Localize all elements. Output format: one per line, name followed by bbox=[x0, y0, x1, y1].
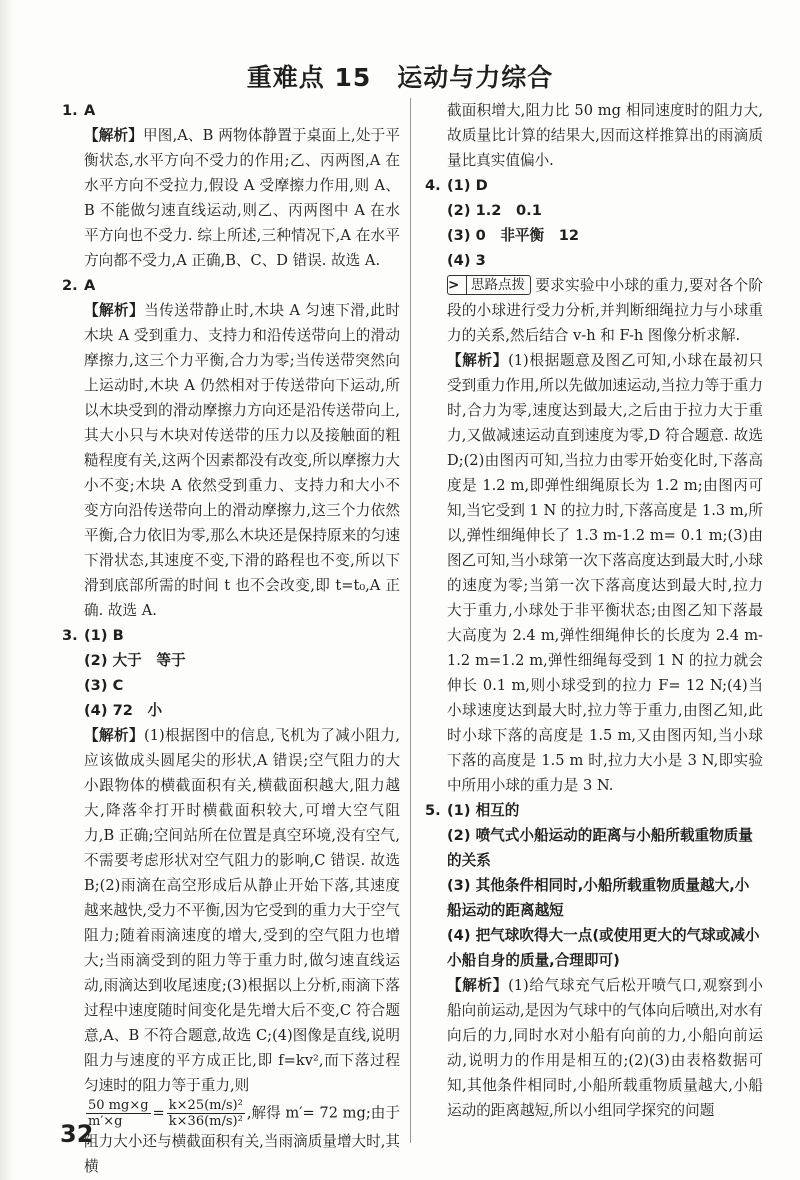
sub-answer-4: (4) 72 小 bbox=[84, 702, 163, 719]
answer: A bbox=[84, 277, 96, 294]
sub-answer-1: (1) 相互的 bbox=[447, 802, 520, 819]
question-number: 5. bbox=[425, 802, 441, 819]
analysis-2 bbox=[62, 298, 400, 623]
sub-answer-4: (4) 把气球吹得大一点(或使用更大的气球或减小小船自身的质量,合理即可) bbox=[447, 927, 760, 969]
sub-answer-4: (4) 3 bbox=[447, 252, 486, 269]
analysis-tag: 【解析】 bbox=[84, 727, 145, 744]
question-4 bbox=[425, 173, 763, 198]
analysis-text: (1)给气球充气后松开喷气口,观察到小船向前运动,是因为气球中的气体向后喷出,对水有向后的力,同时水对小船有向前的力,小船向前运动,说明力的作用是相互的;(2)(3)由表格数据可知,其他条件相同时,小船所载重物质量越大,小船运动的距离越短,所以小组同学探究的问题 bbox=[447, 977, 763, 1119]
page-edge-shadow bbox=[0, 0, 14, 1180]
sub-answer-2: (2) 大于 等于 bbox=[84, 652, 186, 669]
fraction-denominator: m′×g bbox=[88, 1114, 123, 1129]
right-column bbox=[425, 98, 763, 1123]
page-number: 32 bbox=[60, 1120, 94, 1148]
question-1 bbox=[62, 98, 400, 123]
analysis-tag: 【解析】 bbox=[84, 302, 145, 319]
analysis-tag: 【解析】 bbox=[84, 127, 144, 144]
analysis-text-cont: ,解得 m′= 72 mg;由于阻力大小还与横截面积有关,当雨滴质量增大时,其横 bbox=[84, 1104, 400, 1175]
analysis-5 bbox=[425, 973, 763, 1123]
formula-fraction-left bbox=[86, 1098, 151, 1129]
page-title: 重难点 15 运动与力综合 bbox=[246, 63, 554, 92]
sub-answer-3: (3) 其他条件相同时,小船所载重物质量越大,小船运动的距离越短 bbox=[447, 877, 750, 919]
sub-answer-3: (3) C bbox=[84, 677, 124, 694]
analysis-text: (1)根据图中的信息,飞机为了减小阻力,应该做成头圆尾尖的形状,A 错误;空气阻力的大小跟物体的横截面积有关,横截面积越大,阻力越大,降落伞打开时横截面积较大,可增大空气阻力,B 正确;空间站所在位置是真空环境,没有空气,不需要考虑形状对空气阻力的影响,C 错误. 故选 B;(2)雨滴在高空形成后从静止开始下落,其速度越来越快,受力不平衡,因为它受到的重力大于空气阻力;随着雨滴速度的增大,受到的空气阻力也增大;当雨滴受到的阻力等于重力时,做匀速直线运动,雨滴达到收尾速度;(3)根据以上分析,雨滴下落过程中速度随时间变化是先增大后不变,C 符合题意,A、B 不符合题意,故选 C;(4)图像是直线,说明阻力与速度的平方成正比,即 f=kv²,而下落过程匀速时的阻力等于重力,则 bbox=[84, 727, 400, 1094]
question-number: 2. bbox=[62, 277, 78, 294]
hint-label: 思路点拨 bbox=[471, 277, 525, 293]
sub-answer-2: (2) 1.2 0.1 bbox=[447, 202, 542, 219]
question-5 bbox=[425, 798, 763, 823]
answer: A bbox=[84, 102, 96, 119]
fraction-denominator: k×36(m/s)² bbox=[168, 1114, 243, 1129]
question-number: 3. bbox=[62, 627, 78, 644]
analysis-tag: 【解析】 bbox=[447, 977, 509, 994]
hint-4 bbox=[425, 273, 763, 348]
question-number: 4. bbox=[425, 177, 441, 194]
analysis-text: (1)根据题意及图乙可知,小球在最初只受到重力作用,所以先做加速运动,当拉力等于重力时,合力为零,速度达到最大,之后由于拉力大于重力,又做减速运动直到速度为零,D 符合题意. 故选 D;(2)由图丙可知,当拉力由零开始变化时,下落高度是 1.2 m,即弹性细绳原长为 1.2 m;由图丙可知,当它受到 1 N 的拉力时,下落高度是 1.3 m,所以,弹性细绳伸长了 1.3 m-1.2 m= 0.1 m;(3)由图乙可知,当小球第一次下落高度达到最大时,小球的速度为零;当第一次下落高度达到最大时,拉力大于重力,小球处于非平衡状态;由图乙知下落最大高度为 2.4 m,弹性细绳伸长的长度为 2.4 m-1.2 m=1.2 m,弹性细绳每受到 1 N 的拉力就会伸长 0.1 m,则小球受到的拉力 F= 12 N;(4)当小球速度达到最大时,拉力等于重力,由图乙知,此时小球下落的高度是 1.5 m,又由图丙知,当小球下落的高度是 1.5 m 时,拉力大小是 3 N,即实验中所用小球的重力是 3 N. bbox=[447, 352, 763, 794]
column-divider bbox=[410, 98, 411, 1143]
question-number: 1. bbox=[62, 102, 78, 119]
analysis-text: 当传送带静止时,木块 A 匀速下滑,此时木块 A 受到重力、支持力和沿传送带向上的滑动摩擦力,这三个力平衡,合力为零;当传送带突然向上运动时,木块 A 仍然相对于传送带向下运动,所以木块受到的滑动摩擦力方向还是沿传送带向上,其大小只与木块对传送带的压力以及接触面的粗糙程度有关,这两个因素都没有改变,所以摩擦力大小不变;木块 A 依然受到重力、支持力和大小不变方向沿传送带向上的滑动摩擦力,这三个力依然平衡,合力依旧为零,那么木块还是保持原来的匀速下滑状态,其速度不变,下滑的路程也不变,所以下滑到底部所需的时间 t 也不会改变,即 t=t₀,A 正确. 故选 A. bbox=[84, 302, 400, 619]
hint-badge bbox=[447, 275, 531, 295]
hint-text: 要求实验中小球的重力,要对各个阶段的小球进行受力分析,并判断细绳拉力与小球重力的关系,然后结合 v-h 和 F-h 图像分析求解. bbox=[447, 277, 763, 344]
question-2 bbox=[62, 273, 400, 298]
chevron-right-icon: > bbox=[448, 276, 467, 294]
analysis-tag: 【解析】 bbox=[447, 352, 509, 369]
analysis-1 bbox=[62, 123, 400, 273]
fraction-numerator: 50 mg×g bbox=[88, 1098, 149, 1113]
sub-answer-3: (3) 0 非平衡 12 bbox=[447, 227, 580, 244]
analysis-text: 甲图,A、B 两物体静置于桌面上,处于平衡状态,水平方向不受力的作用;乙、丙两图,A 在水平方向不受拉力,假设 A 受摩擦力作用,则 A、B 不能做匀速直线运动,则乙、丙两图中 A 在水平方向也不受力. 综上所述,三种情况下,A 在水平方向都不受力,A 正确,B、C、D 错误. 故选 A. bbox=[84, 127, 400, 269]
analysis-3: 【解析】(1)根据图中的信息,飞机为了减小阻力,应该做成头圆尾尖的形状,A 错误;空气阻力的大小跟物体的横截面积有关,横截面积越大,阻力越大,降落伞打开时横截面积较大,可增大空气阻力,B 正确;空间站所在位置是真空环境,没有空气,不需要考虑形状对空气阻力的影响,C 错误. 故选 B;(2)雨滴在高空形成后从静止开始下落,其速度越来越快,受力不平衡,因为它受到的重力大于空气阻力;随着雨滴速度的增大,受到的空气阻力也增大;当雨滴受到的阻力等于重力时,做匀速直线运动,雨滴达到收尾速度;(3)根据以上分析,雨滴下落过程中速度随时间变化是先增大后不变,C 符合题意,A、B 不符合题意,故选 C;(4)图像是直线,说明阻力与速度的平方成正比,即 f=kv²,而下落过程匀速时的阻力等于重力,则 $\frac{50 mg\times g}{m'\times g}$ = $\frac{\text{k×25(m/s)²}}{\text{k×36(m/s)²}}$ ,解得 m′= 72 mg;由于阻力大小还与横截面积有关,当雨滴质量增大时,其横 bbox=[84, 727, 400, 1175]
analysis-3-continued: 截面积增大,阻力比 50 mg 相同速度时的阻力大,故质量比计算的结果大,因而这样推算出的雨滴质量比真实值偏小. bbox=[447, 102, 763, 169]
formula-fraction-right bbox=[167, 1098, 245, 1129]
left-column bbox=[62, 98, 400, 1179]
sub-answer-1: (1) D bbox=[447, 177, 488, 194]
analysis-4 bbox=[425, 348, 763, 798]
sub-answer-1: (1) B bbox=[84, 627, 124, 644]
sub-answer-2: (2) 喷气式小船运动的距离与小船所载重物质量的关系 bbox=[447, 827, 753, 869]
fraction-numerator: k×25(m/s)² bbox=[168, 1098, 243, 1113]
question-3 bbox=[62, 623, 400, 648]
